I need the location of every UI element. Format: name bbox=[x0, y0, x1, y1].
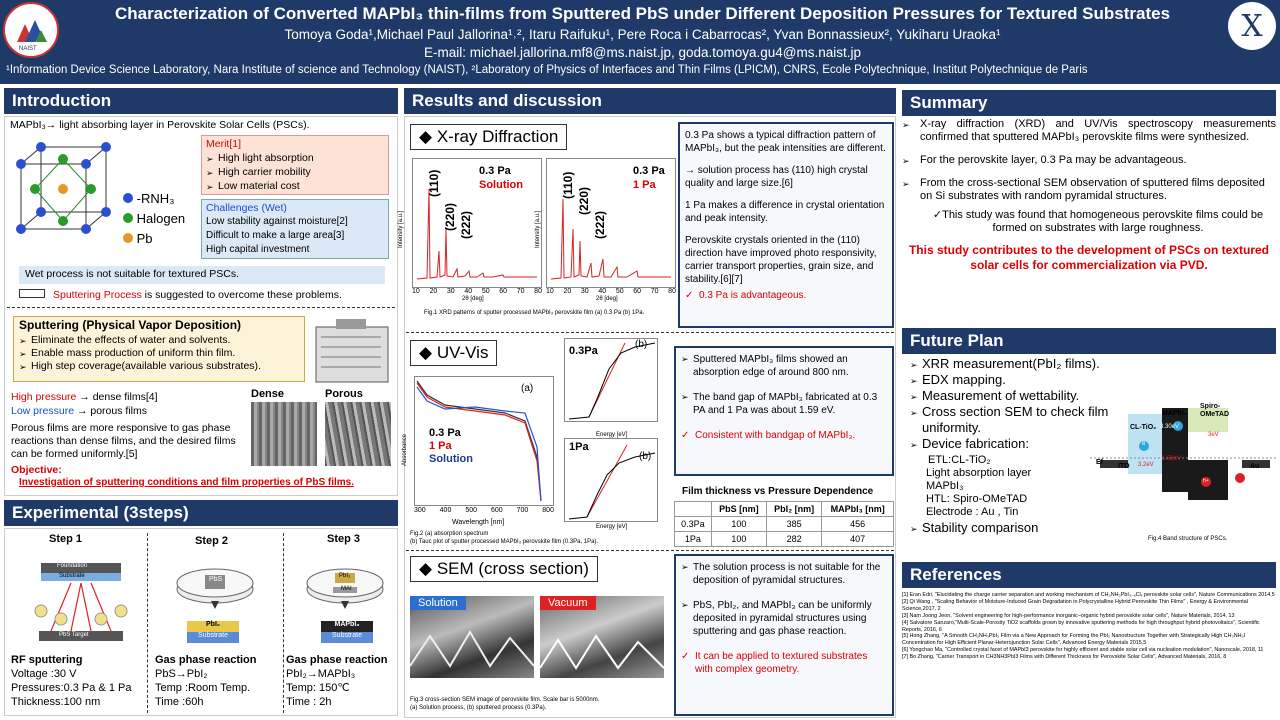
table-cell: 0.3Pa bbox=[675, 517, 712, 532]
step3-line: Time : 2h bbox=[286, 696, 332, 708]
uv-caption: Fig.2 (a) absorption spectrum (b) Tauc plot of sputter processed MAPbI₃ perovskite film (0.3Pa, 1Pa). bbox=[410, 531, 599, 545]
peak-label-222: (222) bbox=[459, 210, 473, 239]
pvd-item: ➢ High step coverage(available various substrates). bbox=[19, 360, 299, 373]
pbs-target-label: PbS Target bbox=[59, 632, 89, 638]
diamond-icon: ◆ bbox=[419, 559, 433, 578]
xrd-a-xlabel: 2θ [deg] bbox=[462, 296, 484, 302]
band-label: Ef bbox=[1096, 459, 1103, 466]
device-line: HTL: Spiro-OMeTAD bbox=[926, 493, 1028, 505]
future-list bbox=[910, 356, 1110, 536]
uv-tick-label: 400 bbox=[439, 507, 452, 514]
uv-legend bbox=[429, 427, 473, 466]
experimental-section bbox=[4, 528, 398, 716]
summary-heading: Summary bbox=[902, 90, 1276, 116]
device-line: Light absorption layer bbox=[926, 467, 1032, 479]
reference-item: [7] Bo Zhang, "Carrier Transport in CH3NH3PbI3 Films with Different Thickness for Perovskite Solar Cells", Advanced Materials, 2016, 8 bbox=[902, 654, 1227, 661]
uv-tick-label: 700 bbox=[516, 507, 529, 514]
substrate-layer: Substrate bbox=[187, 632, 239, 643]
pbi2-small-label: PbI₂ bbox=[339, 573, 351, 579]
porous-text: Porous films are more responsive to gas phase reactions than dense films, and the desired films can be formed uniformly.[5] bbox=[11, 422, 236, 460]
sem-text: ➢ The solution process is not suitable for the deposition of pyramidal structures. bbox=[681, 561, 887, 587]
intro-heading: Introduction bbox=[4, 88, 398, 114]
xrd-tick-label: 10 bbox=[546, 288, 554, 295]
tauc-xlabel: Energy [eV] bbox=[596, 524, 628, 530]
step3-line: PbI₂→MAPbI₃ bbox=[286, 668, 356, 680]
reference-item: [2] Qi Wang , "Scaling Behavior of Moisture-Induced Grain Degradation in Polycrystalline Hybrid Perovskite Thin Films" , Energy & Environmental Science,2017, 2 bbox=[902, 598, 1248, 612]
future-item: ➢ EDX mapping. bbox=[910, 372, 1110, 388]
pbi2-stack bbox=[187, 621, 239, 643]
perovskite-crystal-icon bbox=[11, 139, 119, 247]
challenges-box bbox=[201, 199, 389, 259]
table-header: MAPbI₃ [nm] bbox=[822, 502, 894, 517]
challenge-item: Low stability against moisture[2] bbox=[206, 216, 348, 227]
uv-conclusion: ✓ Consistent with bandgap of MAPbI₃. bbox=[681, 429, 887, 442]
device-line: Electrode : Au , Tin bbox=[926, 506, 1019, 518]
xrd-tick-label: 10 bbox=[412, 288, 420, 295]
summary-check-text: This study was found that homogeneous perovskite films could be formed on substrates with large roughness. bbox=[942, 209, 1264, 234]
xrd-a-ylabel: Intensity [a.u.] bbox=[398, 210, 404, 248]
xrd-text: 1 Pa makes a difference in crystal orientation and peak intensity. bbox=[685, 200, 885, 224]
band-label: 3.2eV bbox=[1138, 462, 1154, 468]
xrd-b-xlabel: 2θ [deg] bbox=[596, 296, 618, 302]
xrd-tick-label: 20 bbox=[429, 288, 438, 295]
merit-item: ➢ High carrier mobility bbox=[206, 165, 384, 179]
mapbi3-stack bbox=[321, 621, 373, 643]
step3-line: Temp: 150℃ bbox=[286, 682, 350, 694]
band-label: 3.30eV bbox=[1160, 424, 1180, 430]
future-item: ➢ Cross section SEM to check film uniformity. bbox=[910, 404, 1110, 436]
divider bbox=[283, 533, 284, 713]
summary-section bbox=[902, 118, 1276, 324]
uv-tick-label: 600 bbox=[490, 507, 503, 514]
sputter-chamber-icon bbox=[311, 317, 393, 387]
summary-contribution: This study contributes to the development of PSCs on textured solar cells for commercialization via PVD. bbox=[908, 243, 1270, 272]
reference-item: [1] Eran Edri, "Elucidating the charge carrier separation and working mechanism of CH₃NH₃PbI₃₋ₓClₓ perovskite solar cells", Nature Communications 2014,5 bbox=[902, 592, 1275, 598]
band-label: CL-TiO₂ bbox=[1130, 424, 1157, 431]
xrd-b-sublabel: 1 Pa bbox=[633, 179, 656, 191]
sem-vacuum-label: Vacuum bbox=[540, 596, 596, 610]
summary-item: ➢ For the perovskite layer, 0.3 Pa may be advantageous. bbox=[902, 154, 1276, 167]
tauc-panel-b-label: (b) bbox=[635, 339, 648, 350]
xrd-tick-label: 20 bbox=[563, 288, 572, 295]
xrd-tick-label: 60 bbox=[633, 288, 642, 295]
reference-item: [3] Nam Joong Jeon, "Solvent engineering for high-performance inorganic–organic hybrid perovskite solar cells", Nature Materials, 2014, 13 bbox=[902, 612, 1235, 619]
affiliations: ¹Information Device Science Laboratory, Nara Institute of science and Technology (NAIST), ²Laboratory of Physics of Interfaces and Thin Films (LPICM), CNRS, École Polytechnique, Institut Polytechnique de Paris bbox=[6, 64, 1088, 76]
low-pressure-rest: → porous films bbox=[74, 405, 147, 417]
table-title: Film thickness vs Pressure Dependence bbox=[682, 486, 874, 497]
merit-title: Merit[1] bbox=[206, 138, 242, 150]
xrd-subtitle bbox=[410, 124, 567, 150]
naist-logo bbox=[3, 2, 59, 58]
step1-line: Voltage :30 V bbox=[11, 668, 77, 680]
table-cell: 100 bbox=[711, 532, 766, 547]
step1-label: Step 1 bbox=[49, 533, 83, 545]
tauc-1pa-label: 1Pa bbox=[569, 441, 589, 453]
uv-panel-a-label: (a) bbox=[521, 383, 534, 394]
sputter-red: Sputtering Process bbox=[53, 289, 142, 301]
sem-title: SEM (cross section) bbox=[436, 559, 589, 578]
uv-ylabel: Absorbance bbox=[402, 433, 408, 466]
device-details bbox=[910, 454, 1110, 519]
intro-section bbox=[4, 116, 398, 496]
xrd-text: 0.3 Pa shows a typical diffraction pattern of MAPbI₃, but the peak intensities are different. bbox=[685, 130, 886, 154]
band-label: ITO bbox=[1118, 463, 1130, 470]
table-header: PbS [nm] bbox=[711, 502, 766, 517]
xrd-a-sublabel: Solution bbox=[479, 179, 523, 191]
xrd-tick-label: 70 bbox=[650, 288, 659, 295]
xrd-text: → solution process has (110) high crystal quality and large size.[6] bbox=[685, 165, 868, 189]
step2-title: Gas phase reaction bbox=[155, 654, 257, 666]
uv-xlabel: Wavelength [nm] bbox=[452, 519, 505, 526]
pressure-notes bbox=[11, 390, 158, 418]
device-line: ETL:CL-TiO₂ bbox=[928, 454, 991, 466]
step1-details bbox=[11, 653, 131, 709]
step2-line: PbS→PbI₂ bbox=[155, 668, 208, 680]
xrd-plot-a bbox=[412, 158, 542, 288]
naist-logo-text: NAIST bbox=[19, 46, 37, 52]
legend-pb: Pb bbox=[136, 231, 153, 246]
uv-discussion bbox=[674, 346, 894, 476]
sem-discussion bbox=[674, 554, 894, 716]
crystal-legend bbox=[123, 189, 185, 249]
xrd-b-ylabel: Intensity [a.u.] bbox=[535, 210, 541, 248]
table-cell: 456 bbox=[822, 517, 894, 532]
rnh3-dot-icon bbox=[123, 193, 133, 203]
peak-label-110: (110) bbox=[561, 171, 575, 199]
xrd-tick-label: 50 bbox=[481, 288, 490, 295]
xrd-a-label: 0.3 Pa bbox=[479, 165, 511, 177]
tauc-xlabel: Energy [eV] bbox=[596, 432, 628, 438]
tauc-plot-03pa bbox=[564, 338, 658, 422]
uv-tick-label: 800 bbox=[542, 507, 554, 514]
poster-title: Characterization of Converted MAPbI₃ thin-films from Sputtered PbS under Different Deposition Pressures for Textured Substrates bbox=[114, 4, 1171, 23]
references-list bbox=[902, 592, 1276, 718]
references-heading: References bbox=[902, 562, 1276, 588]
xrd-plot-b bbox=[546, 158, 676, 288]
uv-tick-label: 500 bbox=[465, 507, 477, 514]
xrd-b-label: 0.3 Pa bbox=[633, 165, 665, 177]
mapbi-text: MAPbI₃→ light absorbing layer in Perovskite Solar Cells (PSCs). bbox=[10, 119, 310, 131]
table-row bbox=[675, 517, 894, 532]
step1-title: RF sputtering bbox=[11, 654, 83, 666]
band-label: Spiro-OMeTAD bbox=[1200, 403, 1230, 418]
dense-label: Dense bbox=[251, 388, 285, 400]
sem-conclusion: ✓ It can be applied to textured substrates with complex geometry. bbox=[681, 650, 887, 676]
foundation-label: Foundation bbox=[57, 563, 88, 569]
device-line: MAPbI₃ bbox=[926, 480, 964, 492]
naist-logo-icon bbox=[11, 10, 51, 50]
sem-solution-image bbox=[410, 596, 534, 678]
mapbi3-layer: MAPbI₃ bbox=[321, 621, 373, 632]
band-label: h+ bbox=[1203, 478, 1209, 484]
xrd-a-xticks bbox=[412, 288, 542, 295]
xrd-title: X-ray Diffraction bbox=[436, 127, 559, 146]
tauc-03pa-label: 0.3Pa bbox=[569, 345, 598, 357]
xrd-tick-label: 30 bbox=[580, 288, 589, 295]
future-item: ➢ Device fabrication: bbox=[910, 436, 1110, 452]
pbs-label: PbS bbox=[209, 576, 223, 583]
reference-item: [4] Salvatore Sanzaro,"Multi-Scale-Porosity TiO2 scaffolds grown by innovative sputtering methods for high throughput hybrid photovoltaics", Scientific Reports, 2016, 6 bbox=[902, 619, 1260, 633]
uv-title: UV-Vis bbox=[436, 343, 489, 362]
xrd-tick-label: 40 bbox=[464, 288, 473, 295]
step2-details bbox=[155, 653, 257, 709]
table-cell: 282 bbox=[766, 532, 822, 547]
band-label: 1.59eV bbox=[1162, 456, 1182, 462]
step1-line: Pressures:0.3 Pa & 1 Pa bbox=[11, 682, 132, 694]
sputter-rest: is suggested to overcome these problems. bbox=[141, 289, 342, 301]
summary-item: ➢ X-ray diffraction (XRD) and UV/Vis spectroscopy measurements confirmed that sputtered MAPbI₃ perovskite films were synthesized. bbox=[902, 118, 1276, 144]
uv-tick-label: 300 bbox=[414, 507, 426, 514]
pvd-box bbox=[13, 316, 305, 382]
uv-plot bbox=[414, 376, 554, 506]
band-label: Au bbox=[1250, 463, 1260, 470]
uv-text: ➢ Sputtered MAPbI₃ films showed an absorption edge of around 800 nm. bbox=[681, 353, 887, 379]
thickness-table bbox=[674, 501, 894, 547]
table-header bbox=[675, 502, 712, 517]
reference-item: [5] Hong Zhang, "A Smooth CH₃NH₃PbI₃ Film via a New Approach for Forming the PbI₂ Nanostructure Together with Strategically High CH₃NH₃I Concentration for High Efficient Planar-Heterojunction Solar Cells", Advanced Energy Materials 2015,5 bbox=[902, 633, 1246, 647]
diamond-icon: ◆ bbox=[419, 343, 433, 362]
merit-item: ➢ Low material cost bbox=[206, 179, 384, 193]
check-icon: ✓ bbox=[932, 209, 943, 221]
merit-box bbox=[201, 135, 389, 195]
halogen-dot-icon bbox=[123, 213, 133, 223]
arrow-right-icon bbox=[19, 289, 45, 298]
step3-label: Step 3 bbox=[327, 533, 361, 545]
legend-03pa: 0.3 Pa bbox=[429, 427, 461, 439]
divider bbox=[406, 550, 894, 551]
tauc-plot-1pa bbox=[564, 438, 658, 522]
uv-xticks bbox=[414, 507, 554, 514]
legend-halogen: Halogen bbox=[136, 211, 186, 226]
challenge-item: High capital investment bbox=[206, 244, 310, 255]
dense-sem-image bbox=[251, 402, 317, 466]
porous-sem-image bbox=[325, 402, 391, 466]
step2-label: Step 2 bbox=[195, 535, 229, 547]
sputter-suggestion bbox=[19, 289, 342, 301]
band-label: 3eV bbox=[1208, 432, 1219, 438]
future-heading: Future Plan bbox=[902, 328, 1276, 354]
merit-item: ➢ High light absorption bbox=[206, 151, 384, 165]
peak-label-110: (110) bbox=[427, 169, 441, 197]
challenge-item: Difficult to make a large area[3] bbox=[206, 230, 345, 241]
sem-subtitle bbox=[410, 556, 598, 582]
xrd-tick-label: 50 bbox=[615, 288, 624, 295]
table-cell: 1Pa bbox=[675, 532, 712, 547]
xrd-text: Perovskite crystals oriented in the (110) direction have improved photo responsivity, carrier transport properties, grain size, and stability.[6][7] bbox=[685, 235, 877, 285]
pvd-item: ➢ Enable mass production of uniform thin film. bbox=[19, 347, 299, 360]
xrd-tick-label: 70 bbox=[516, 288, 525, 295]
uv-subtitle bbox=[410, 340, 497, 366]
xrd-discussion bbox=[678, 122, 894, 328]
future-item: ➢ XRR measurement(PbI₂ films). bbox=[910, 356, 1110, 372]
xrd-b-xticks bbox=[546, 288, 676, 295]
band-caption: Fig.4 Band structure of PSCs. bbox=[1148, 536, 1228, 542]
reference-item: [6] Yongchao Ma, "Controlled crystal facet of MAPbI3 perovskite for highly efficient and stable solar cell via nucleation modulation", Nanoscale, 2018, 11 bbox=[902, 647, 1264, 654]
polytechnique-logo-text: X bbox=[1241, 8, 1263, 44]
table-cell: 407 bbox=[822, 532, 894, 547]
future-item: ➢ Measurement of wettability. bbox=[910, 388, 1110, 404]
substrate-label-1: Substrate bbox=[59, 573, 85, 579]
high-pressure-label: High pressure bbox=[11, 391, 77, 403]
legend-rnh3: -RNH₃ bbox=[136, 191, 175, 206]
table-header: PbI₂ [nm] bbox=[766, 502, 822, 517]
uv-text: ➢ The band gap of MAPbI₃ fabricated at 0.3 PA and 1 Pa was about 1.59 eV. bbox=[681, 391, 887, 417]
step3-details bbox=[286, 653, 388, 709]
pbi2-layer: PbI₂ bbox=[187, 621, 239, 632]
sem-text: ➢ PbS, PbI₂, and MAPbI₃ can be uniformly deposited in pyramidal structures using sputtering and gas phase reaction. bbox=[681, 599, 887, 638]
authors: Tomoya Goda¹,Michael Paul Jallorina¹˒², Itaru Raifuku¹, Pere Roca i Cabarrocas², Yvan Bonnassieux², Yukiharu Uraoka¹ bbox=[284, 27, 1001, 42]
summary-check bbox=[902, 209, 1276, 235]
email-line: E-mail: michael.jallorina.mf8@ms.naist.jp, goda.tomoya.gu4@ms.naist.jp bbox=[423, 45, 862, 60]
peak-label-220: (220) bbox=[443, 202, 457, 231]
xrd-tick-label: 60 bbox=[499, 288, 508, 295]
peak-label-220: (220) bbox=[577, 186, 591, 215]
legend-solution: Solution bbox=[429, 453, 473, 465]
wet-note: Wet process is not suitable for textured PSCs. bbox=[19, 266, 385, 284]
substrate-layer: Substrate bbox=[321, 632, 373, 643]
band-label: e bbox=[1142, 441, 1146, 447]
pvd-title: Sputtering (Physical Vapor Deposition) bbox=[19, 318, 242, 332]
pb-dot-icon bbox=[123, 233, 133, 243]
objective-label: Objective: bbox=[11, 464, 62, 476]
petri-dish-pbs-icon bbox=[175, 557, 255, 617]
xrd-tick-label: 40 bbox=[598, 288, 607, 295]
step1-line: Thickness:100 nm bbox=[11, 696, 101, 708]
band-label: MAPbI₃ bbox=[1162, 410, 1188, 417]
tauc-panel-b2-label: (b) bbox=[639, 451, 652, 462]
table-cell: 100 bbox=[711, 517, 766, 532]
objective-text: Investigation of sputtering conditions and film properties of PbS films. bbox=[19, 477, 355, 488]
step3-title: Gas phase reaction bbox=[286, 654, 388, 666]
high-pressure-rest: → dense films[4] bbox=[76, 391, 158, 403]
xrd-tick-label: 80 bbox=[534, 288, 542, 295]
table-header-row bbox=[675, 502, 894, 517]
challenges-title: Challenges (Wet) bbox=[206, 202, 287, 214]
peak-label-222: (222) bbox=[593, 210, 607, 239]
divider bbox=[147, 533, 148, 713]
pvd-item: ➢ Eliminate the effects of water and solvents. bbox=[19, 334, 299, 347]
step2-line: Temp :Room Temp. bbox=[155, 682, 251, 694]
polytechnique-logo bbox=[1228, 2, 1276, 50]
step2-line: Time :60h bbox=[155, 696, 204, 708]
sem-solution-label: Solution bbox=[410, 596, 466, 610]
table-cell: 385 bbox=[766, 517, 822, 532]
porous-label: Porous bbox=[325, 388, 363, 400]
results-heading: Results and discussion bbox=[404, 88, 896, 114]
sem-caption: Fig.3 cross-section SEM image of perovskite film. Scale bar is 5000nm. (a) Solution process, (b) sputtered process (0.3Pa). bbox=[410, 697, 600, 711]
xrd-tick-label: 30 bbox=[446, 288, 455, 295]
xrd-tick-label: 80 bbox=[668, 288, 676, 295]
low-pressure-label: Low pressure bbox=[11, 405, 75, 417]
table-row bbox=[675, 532, 894, 547]
divider bbox=[406, 332, 894, 333]
sem-vacuum-image bbox=[540, 596, 664, 678]
divider bbox=[7, 307, 395, 308]
diamond-icon: ◆ bbox=[419, 127, 433, 146]
legend-1pa: 1 Pa bbox=[429, 440, 452, 452]
xrd-conclusion: ✓ 0.3 Pa is advantageous. bbox=[685, 289, 887, 302]
poster-header bbox=[0, 0, 1280, 84]
xrd-caption: Fig.1 XRD patterns of sputter processed MAPbI₃ perovskite film (a) 0.3 Pa (b) 1Pa. bbox=[424, 310, 645, 316]
mai-label: MAI bbox=[341, 586, 352, 592]
summary-item: ➢ From the cross-sectional SEM observation of sputtered films deposited on Si substrates with random pyramidal structures. bbox=[902, 177, 1276, 203]
future-item: ➢ Stability comparison bbox=[910, 520, 1110, 536]
experimental-heading: Experimental (3steps) bbox=[4, 500, 398, 526]
